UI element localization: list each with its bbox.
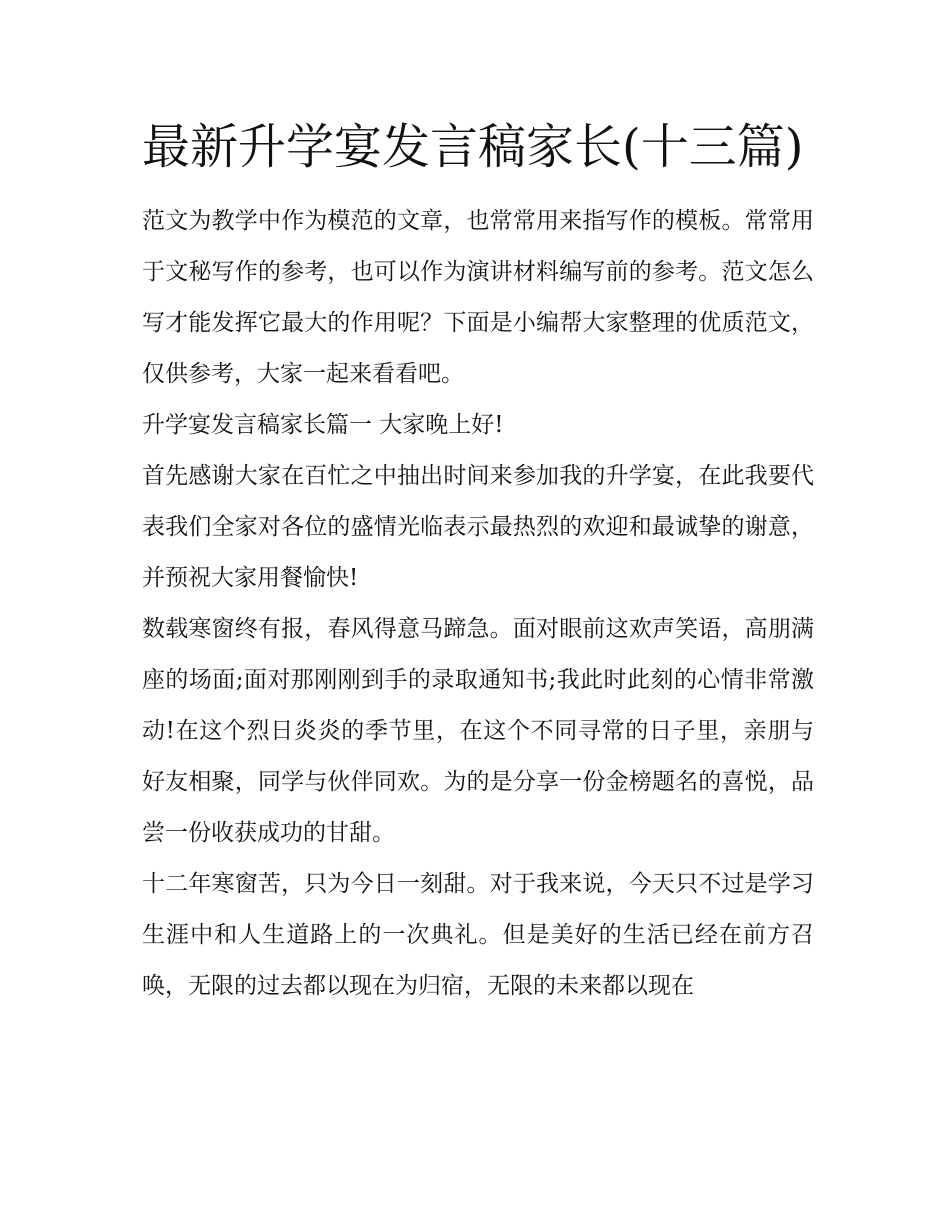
document-title: 最新升学宴发言稿家长(十三篇) (142, 119, 804, 175)
document-body (142, 196, 814, 1012)
paragraph-thanks: 首先感谢大家在百忙之中抽出时间来参加我的升学宴，在此我要代表我们全家对各位的盛情光临表示最热烈的欢迎和最诚挚的谢意，并预祝大家用餐愉快! (142, 463, 814, 591)
paragraph-twelve-years: 十二年寒窗苦，只为今日一刻甜。对于我来说，今天只不过是学习生涯中和人生道路上的一次典礼。但是美好的生活已经在前方召唤，无限的过去都以现在为归宿，无限的未来都以现在 (142, 871, 814, 999)
document-content (142, 112, 814, 1012)
paragraph-achievement: 数载寒窗终有报，春风得意马蹄急。面对眼前这欢声笑语，高朋满座的场面;面对那刚刚到手的录取通知书;我此时此刻的心情非常激动!在这个烈日炎炎的季节里，在这个不同寻常的日子里，亲朋与好友相聚，同学与伙伴同欢。为的是分享一份金榜题名的喜悦，品尝一份收获成功的甘甜。 (142, 616, 814, 846)
paragraph-intro: 范文为教学中作为模范的文章，也常常用来指写作的模板。常常用于文秘写作的参考，也可以作为演讲材料编写前的参考。范文怎么写才能发挥它最大的作用呢？下面是小编帮大家整理的优质范文，仅供参考，大家一起来看看吧。 (142, 208, 814, 387)
paragraph-section-heading: 升学宴发言稿家长篇一 大家晚上好! (142, 412, 504, 438)
